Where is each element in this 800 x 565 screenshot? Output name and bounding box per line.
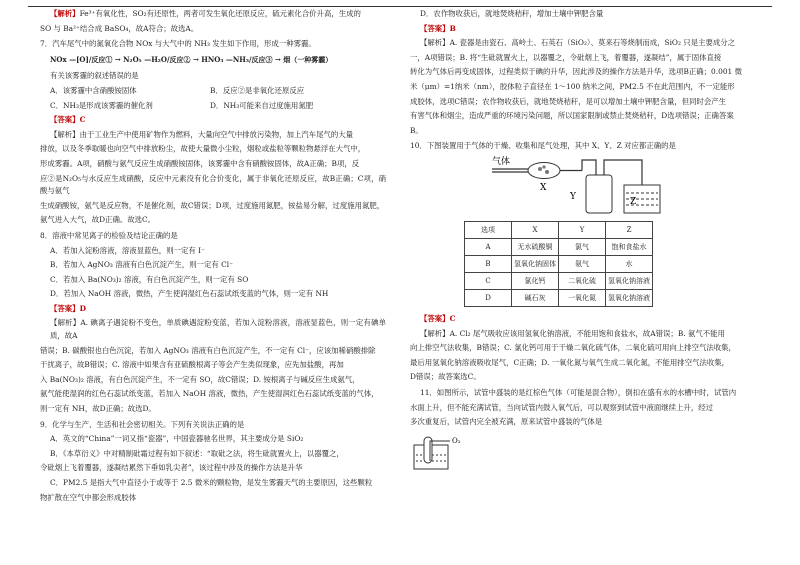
oxygen-label: O₂	[452, 436, 461, 445]
text-line: 多次重复后，试管内完全被充满，原来试管中盛装的气体是	[410, 417, 603, 427]
analysis-line: 形成雾霾。A项，硝酸与氨气反应生成硝酸铵固体，该雾霾中含有硝酸铵固体，故A正确；B项，反	[40, 158, 360, 168]
analysis-line: 生成硝酸铵，氨气是反应物，不是催化剂，故C错误；D项，过度施用氮肥，铵盐易分解，过度施用氮肥，	[40, 200, 385, 210]
analysis-line: 成胶体，选项C错误；农作物收获后，就地焚烧秸秆，是可以增加土壤中钾肥含量，但同时会产生	[410, 96, 727, 106]
table-cell: 无水硫酸铜	[512, 238, 559, 255]
question-7: 7．汽车尾气中的氮氧化合物 NOx 与大气中的 NH₃ 发生如下作用，形成一种雾霾。	[40, 39, 316, 49]
drying-tube	[528, 162, 560, 178]
table-header-cell: Y	[559, 221, 606, 238]
table-header-cell: X	[512, 221, 559, 238]
option-a: A．英文的“China”一词又指“瓷器”，中国瓷器驰名世界，其主要成分是 SiO₂	[50, 434, 304, 444]
table-header	[465, 221, 653, 238]
text-line: 物扩散在空气中都会形成胶体	[40, 492, 137, 502]
left-column	[40, 8, 386, 506]
table-cell: 氨气	[559, 255, 606, 272]
option-d: D．农作物收获后，就地焚烧秸秆，增加土壤中钾肥含量	[420, 9, 604, 18]
table-cell: 氢氧化钠固体	[512, 255, 559, 272]
analysis-line: 最后用氢氧化钠溶液吸收尾气，C正确；D. 一氧化氮与氧气生成二氧化氮，不能用排空气法收集，	[410, 357, 730, 367]
right-column	[410, 8, 756, 471]
option-c: C．若加入 Ba(NO₃)₂ 溶液，有白色沉淀产生，则一定有 SO	[50, 274, 249, 284]
analysis-line: 有害气体和烟尘，造成严重的环境污染问题，所以国家限制或禁止焚烧秸秆，D选项错误；正确答案	[410, 111, 734, 121]
answer-10: 【答案】C	[420, 313, 456, 323]
option-b: B．《本草衍义》中对精制砒霜过程有如下叙述：“取砒之法，将生砒就置火上，以器覆之，	[50, 448, 344, 458]
option-d: D．若加入 NaOH 溶液，微热，产生使润湿红色石蕊试纸变蓝的气体，则一定有 NH	[50, 289, 329, 299]
table-cell: 碱石灰	[512, 289, 559, 306]
table-header-cell: 选项	[465, 221, 512, 238]
text-line: 令砒烟上飞着覆器，遂凝结累然下垂如乳尖者”，该过程中涉及的操作方法是升华	[40, 463, 303, 473]
analysis-line: 【解析】A. Cl₂ 尾气吸收应该用氢氧化钠溶液，不能用饱和食盐水，故A错误；B. 氨气不能用	[420, 328, 725, 338]
question-8: 8．溶液中常见离子的检验及结论正确的是	[40, 230, 178, 240]
table-header-cell: Z	[606, 221, 653, 238]
table-cell: 氢氧化钠溶液	[606, 272, 653, 289]
option-a: A．该雾霾中含硝酸铵固体	[50, 85, 137, 95]
analysis-line: 一，A项错误；B. 将“生砒就置火上，以器覆之，令砒烟上飞，着覆器，遂凝结”，属于固体直接	[410, 52, 722, 62]
analysis-line: 氨气进入大气，故D正确。故选C。	[40, 215, 156, 225]
analysis-line: 排放，以及冬季取暖也向空气中排放粉尘，故使大量微小尘粒，烟粒或盐粒等颗粒物悬浮在大气中，	[40, 144, 366, 154]
table-row	[465, 272, 653, 289]
question-7-stem: 有关该雾霾的叙述错误的是	[50, 71, 139, 81]
question-9: 9．化学与生产、生活和社会密切相关。下列有关说法正确的是	[40, 419, 245, 429]
analysis-line: 则一定有 NH，故D正确；故选D。	[40, 404, 156, 414]
test-tube-diagram	[410, 431, 756, 471]
table-cell: 二氧化硫	[559, 272, 606, 289]
analysis-line: 错误；B. 碳酸银也白色沉淀，若加入 AgNO₃ 溶液有白色沉淀产生，不一定有 Cl⁻，应该加稀硝酸排除	[40, 345, 376, 355]
answer-7: 【答案】C	[50, 115, 86, 125]
desiccant-granule	[538, 167, 542, 171]
table-cell: 水	[606, 255, 653, 272]
desiccant-granule	[542, 165, 545, 168]
desiccant-granule	[545, 170, 549, 174]
analysis-line: 氨气能使湿润的红色石蕊试纸变蓝，若加入 NaOH 溶液，微热，产生使湿润红色石蕊试纸变蓝的气体，	[40, 389, 379, 399]
option-c: C．NH₃是形成该雾霾的催化剂	[50, 100, 153, 110]
question-10: 10．下图装置用于气体的干燥、收集和尾气处理，其中 X、Y、Z 对应都正确的是	[410, 141, 676, 151]
option-a: A．若加入淀粉溶液，溶液显蓝色，则一定有 I⁻	[50, 245, 205, 255]
analysis-line: 【解析】A. 瓷器是由瓷石、高岭土、石英石（SiO₂）、莫来石等烧制而成，SiO₂ 只是主要成分之	[420, 38, 736, 48]
analysis-line: 向上排空气法收集，B错误；C. 氯化钙可用于干燥二氧化硫气体，二氧化硫可用向上排空气法收集，	[410, 343, 736, 353]
option-b: B．反应②是非氧化还原反应	[210, 85, 305, 95]
table-cell: 氯气	[559, 238, 606, 255]
label-z: Z	[630, 196, 637, 207]
option-b: B．若加入 AgNO₃ 溶液有白色沉淀产生，则一定有 Cl⁻	[50, 260, 233, 270]
top-rule	[28, 6, 772, 7]
table-row	[465, 238, 653, 255]
analysis-line: 【解析】由于工业生产中使用矿物作为燃料，大量向空气中排放污染物，加上汽车尾气的大量	[50, 129, 354, 139]
analysis-line: 干扰离子，故B错误；C. 溶液中如果含有亚硫酸根离子等会产生类似现象，应先加盐酸，再加	[40, 360, 344, 370]
analysis-line: 转化为气体后再变成固体，过程类似于碘的升华，因此涉及的操作方法是升华，选项B正确；0.001 微	[410, 67, 742, 77]
test-tube-svg	[410, 431, 756, 471]
table-cell: 氢氧化钠溶液	[606, 289, 653, 306]
text-line: 【解析】Fe³⁺有氧化性，SO₂有还原性，两者可发生氧化还原反应，硫元素化合价升高，生成的	[50, 9, 361, 18]
label-y: Y	[570, 191, 576, 202]
options-row	[40, 85, 386, 98]
label-x: X	[540, 182, 547, 193]
analysis-line: D错误；故答案选C。	[410, 372, 481, 382]
table-cell: B	[465, 255, 512, 272]
analysis-line: 米（μm）=1纳米（nm），胶体粒子直径在 1～100 纳米之间，PM2.5 不在此范围内，不一定能形	[410, 81, 735, 91]
apparatus-diagram	[410, 155, 756, 215]
table-row	[465, 289, 653, 306]
text-line: SO 与 Ba²⁺结合成 BaSO₄，故A符合；故选A。	[40, 23, 199, 33]
table-cell: 一氧化氮	[559, 289, 606, 306]
reaction-chain: NOx —[O]/反应① → N₂O₅ —H₂O/反应② → HNO₃ —NH₃/反应③ → 烟（一种雾霾）	[50, 54, 333, 64]
table-cell: 氯化钙	[512, 272, 559, 289]
options-row	[40, 100, 386, 113]
option-c: C．PM2.5 是指大气中直径小于或等于 2.5 微米的颗粒物，是发生雾霾天气的主要原因，这些颗粒	[50, 478, 373, 487]
answer-9: 【答案】B	[420, 23, 456, 33]
table-cell: D	[465, 289, 512, 306]
answer-8: 【答案】D	[50, 303, 86, 313]
option-d: D．NH₃可能来自过度施用氮肥	[210, 100, 314, 110]
options-table	[464, 221, 653, 307]
table-cell: C	[465, 272, 512, 289]
analysis-line: B。	[410, 125, 423, 135]
collection-bottle-y	[586, 175, 612, 213]
analysis-line: 入 Ba(NO₃)₂ 溶液，有白色沉淀产生，不一定有 SO，故C错误；D. 铵根离子与碱反应生成氨气，	[40, 374, 360, 384]
table-cell: A	[465, 238, 512, 255]
text-line: 水面上升，但不能充满试管，当向试管内鼓入氧气后，可以观察到试管中液面继续上升，经过	[410, 402, 714, 412]
gas-label: 气体	[492, 156, 511, 167]
analysis-line: 【解析】A. 碘离子遇淀粉不变色，单质碘遇淀粉变蓝，若加入淀粉溶液，溶液显蓝色，则一定有碘单质，故A	[50, 318, 386, 341]
apparatus-svg	[410, 155, 756, 215]
table-row	[465, 255, 653, 272]
question-11: 11．如图所示，试管中盛装的是红棕色气体（可能是混合物），倒扣在盛有水的水槽中时，试管内	[420, 387, 737, 397]
table-cell: 饱和食盐水	[606, 238, 653, 255]
analysis-line: 应②是N₂O₅与水反应生成硝酸，反应中元素没有化合价变化，属于非氧化还原反应，故B正确；C项，硝酸与氨气	[40, 173, 386, 196]
